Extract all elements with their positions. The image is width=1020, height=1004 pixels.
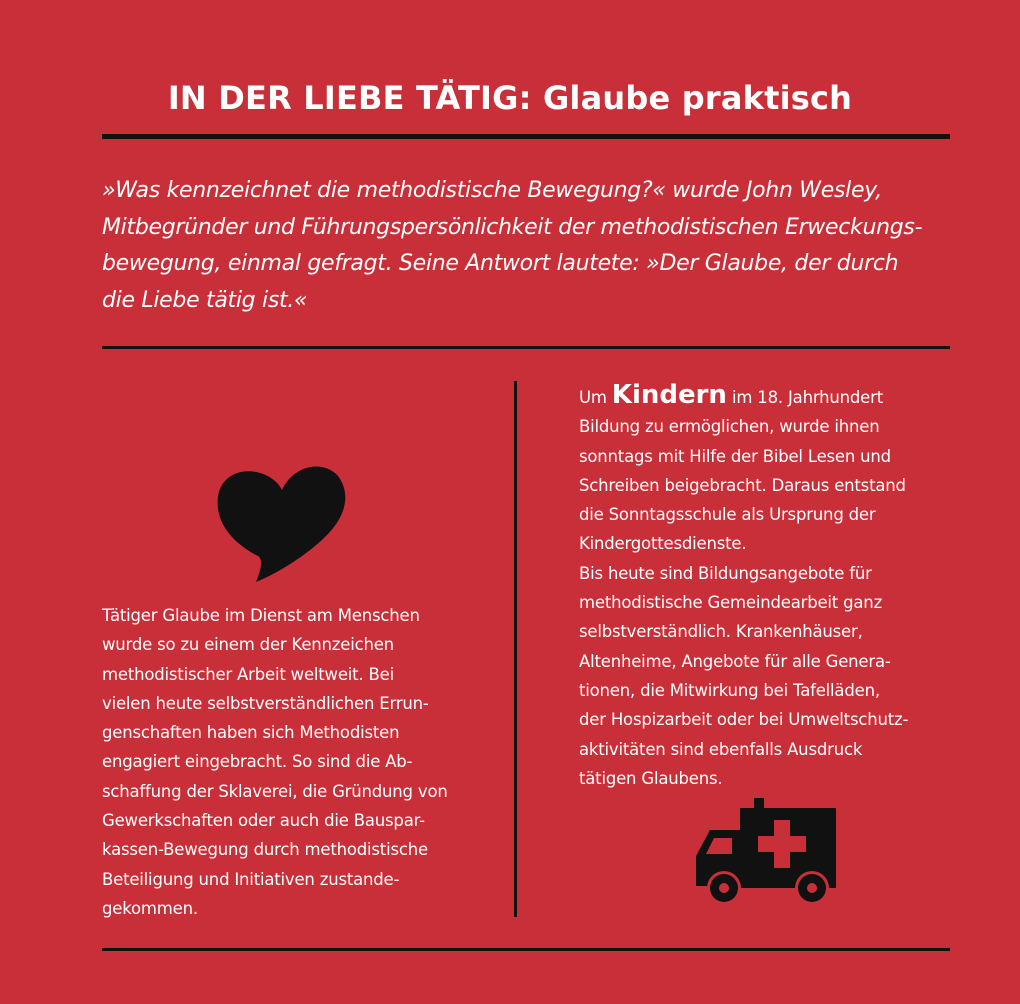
text-line: Altenheime, Angebote für alle Genera-: [579, 651, 891, 671]
text-line: Tätiger Glaube im Dienst am Menschen: [102, 606, 420, 625]
quote-line: »Was kennzeichnet die methodistische Bewegung?« wurde John Wesley,: [102, 178, 882, 203]
text-line: gekommen.: [102, 898, 198, 918]
text-line: Bildung zu ermöglichen, wurde ihnen: [579, 417, 880, 437]
ambulance-icon: [694, 798, 838, 910]
text-line: methodistische Gemeindearbeit ganz: [579, 593, 883, 613]
text-line: kassen-Bewegung durch methodistische: [102, 840, 428, 860]
middle-divider: [102, 346, 950, 349]
page-title: IN DER LIEBE TÄTIG: Glaube praktisch: [167, 79, 853, 117]
text-line: engagiert eingebracht. So sind die Ab-: [102, 752, 413, 772]
text-line: Schreiben beigebracht. Daraus entstand: [579, 475, 906, 495]
text-line: Bis heute sind Bildungsangebote für: [579, 563, 872, 583]
text-line: tätigen Glaubens.: [579, 768, 723, 788]
text-line: Gewerkschaften oder auch die Bauspar-: [102, 811, 425, 831]
lead-suffix: im 18. Jahrhundert: [726, 388, 883, 407]
text-line: aktivitäten sind ebenfalls Ausdruck: [579, 739, 863, 759]
quote-line: Mitbegründer und Führungspersönlichkeit der methodistischen Erweckungs-: [102, 214, 923, 240]
text-line: vielen heute selbstverständlichen Errun-: [102, 693, 429, 713]
text-line: Beteiligung und Initiativen zustande-: [102, 869, 400, 889]
quote-line: die Liebe tätig ist.«: [102, 287, 308, 313]
text-line: sonntags mit Hilfe der Bibel Lesen und: [579, 446, 891, 466]
quote-line: bewegung, einmal gefragt. Seine Antwort lautete: »Der Glaube, der durch: [102, 251, 899, 276]
top-divider: [102, 134, 950, 139]
column-divider: [514, 381, 517, 917]
text-line: schaffung der Sklaverei, die Gründung von: [102, 781, 448, 801]
text-line: der Hospizarbeit oder bei Umweltschutz-: [579, 710, 909, 730]
left-column-text: [102, 601, 472, 923]
wesley-quote: [102, 173, 952, 319]
heart-icon: [214, 456, 350, 584]
bottom-divider: [102, 948, 950, 951]
text-line: tionen, die Mitwirkung bei Tafelläden,: [579, 680, 880, 700]
text-line: wurde so zu einem der Kennzeichen: [102, 635, 394, 655]
text-line: Kindergottesdienste.: [579, 534, 747, 554]
text-line: selbstverständlich. Krankenhäuser,: [579, 622, 863, 642]
text-line: die Sonntagsschule als Ursprung der: [579, 505, 876, 525]
text-line: genschaften haben sich Methodisten: [102, 723, 400, 743]
right-column-text: [579, 381, 949, 793]
lead-emphasis: Kindern: [611, 380, 727, 410]
text-line: methodistischer Arbeit weltweit. Bei: [102, 664, 394, 684]
lead-line: [579, 381, 949, 412]
lead-prefix: Um: [579, 388, 612, 407]
